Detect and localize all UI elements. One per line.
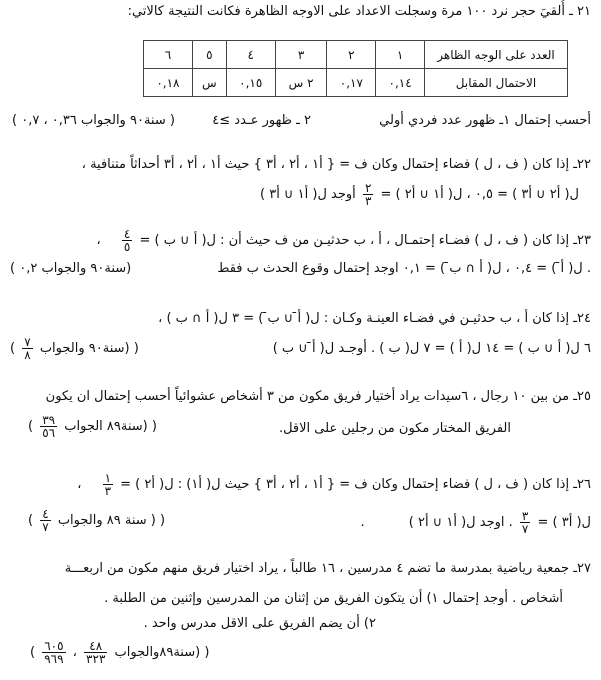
table-cell: ٣ [275,41,327,69]
fraction-numerator: ١ [104,471,112,485]
q22-line2 [260,182,579,207]
q21-answer: ( سنة٩٠ والجواب ٠,٣٦ ، ٠,٧ ) [12,113,175,128]
fraction-numerator: ٢ [364,181,372,195]
table-cell: ٥ [192,41,226,69]
q26-line2 [360,510,591,535]
q26-line1 [77,472,591,497]
fraction-denominator: ٨ [24,348,31,362]
table-cell: ٢ س [275,69,327,97]
paren: ( [133,341,139,356]
q25-line1: ٢٥ـ من بين ١٠ رجال ، ٦سيدات يراد أختيار فريق مكون من ٣ أشخاص عشوائياً أحسب إحتمال ان يكون [45,389,591,404]
comma: ، [96,233,101,248]
paren: ( [160,513,166,528]
q26-answer [28,508,165,533]
q26-line2b: . اوجد ل( أ١ ∪ أ٢ ) [408,515,513,530]
answer-label: (سنة٩٠ والجواب [39,341,130,356]
fraction-denominator: ٧ [521,522,529,536]
table-cell: ١ [376,41,425,69]
fraction [42,640,65,665]
table-row [144,41,568,69]
paren: ( [151,419,157,434]
table-cell: ٠,١٨ [144,69,193,97]
q22-line2a: ل( أ٢ ∪ أ٣ ) = ٠,٥ ، ل( أ١ ∪ أ٢ ) = [380,187,579,202]
q24-answer [10,336,139,361]
dice-probability-table [143,40,568,97]
q25-answer [28,414,157,439]
fraction [363,182,373,207]
fraction-denominator: ٣٢٣ [86,652,106,666]
fraction-numerator: ٤ [42,507,49,521]
fraction-numerator: ٣٩ [42,413,56,427]
table-row [144,69,568,97]
fraction-numerator: ٤٨ [84,640,107,653]
q24-line2: ٦ ل( أ ∪ ب ) = ١٤ ل( أ ) = ٧ ل( ب ) . أوجـد ل( أ̄ ∪ ب ) [272,341,591,356]
q23-answer: (سنة٩٠ والجواب ٠,٢ ) [10,261,132,276]
fraction [520,510,530,535]
table-cell: ٠,١٤ [376,69,425,97]
paren: ) [30,645,36,660]
q27-answer [30,640,209,665]
paren: ) [10,341,16,356]
fraction-numerator: ٤ [123,227,131,241]
fraction [40,414,57,439]
fraction [84,640,107,665]
q24-line1: ٢٤ـ إذا كان أ ، ب حدثيـن في فضـاء العينـة وكـان : ل( أ̄ ∪ ب̄ ) = ٣ ل( أ ∩ ب ) ، [158,311,591,326]
table-cell: س [192,69,226,97]
fraction-numerator: ٧ [24,335,31,349]
fraction-numerator: ٦٠٥ [44,639,64,653]
comma: ، [77,477,82,492]
q27-line1: ٢٧ـ جمعية رياضية بمدرسة ما تضم ٤ مدرسين ، ١٦ طالباً ، يراد اختيار فريق منهم مكون من اربعـــة [64,561,591,576]
fraction [40,508,50,533]
q21-ask: أحسب إحتمال ١ـ ظهور عدد فردي أولي [379,113,591,128]
fraction [103,472,113,497]
q21-text: ٢١ ـ أُلقيَ حجر نرد ١٠٠ مرة وسجلت الاعداد على الاوجه الظاهرة فكانت النتيجة كالاتي: [127,4,591,19]
q25-line2: الفريق المختار مكون من رجلين على الاقل. [278,421,511,436]
q23-line1-text: ٢٣ـ إذا كان ( ف ، ل ) فضـاء إحتمـال ، أ ، ب حدثيـن من ف حيث أن : ل( أ ∪ ب ) = [139,233,591,248]
fraction-denominator: ٥ [123,240,131,254]
q22-line1: ٢٢ـ إذا كان ( ف ، ل ) فضاء إحتمال وكان ف = { أ١ ، أ٢ ، أ٣ } حيث أ١ ، أ٢ ، أ٣ أحداثاً متنافية ، [81,157,591,172]
table-cell: ٢ [327,41,376,69]
paren: ) [28,513,34,528]
q26-line1-text: ٢٦ـ إذا كان ( ف ، ل ) فضاء إحتمال وكان ف = { أ١ ، أ٢ ، أ٣ } حيث ل( أ١) : ل( أ٢ ) = [120,477,591,492]
dot: . [360,515,365,530]
row-header: الاحتمال المقابل [425,69,568,97]
q26-line2a: ل( أ٣ ) = [537,515,591,530]
q23-line2: . ل( أ̄ ) = ٠,٤ ، ل( أ ∩ ب̄ ) = ٠,١ اوجد إحتمال وقوع الحدث ب فقط [217,261,591,276]
q21-ask2: ٢ ـ ظهور عـدد ≥٤ [212,113,311,128]
fraction-denominator: ٣ [104,484,112,498]
row-header: العدد على الوجه الظاهر [425,41,568,69]
fraction-denominator: ٧ [42,520,49,534]
answer-label: (سنة٨٩والجواب [114,645,201,660]
fraction [122,228,132,253]
paren: ) [28,419,34,434]
fraction-denominator: ٣ [364,194,372,208]
q23-line1 [97,228,591,253]
fraction [22,336,32,361]
table-cell: ٠,١٥ [226,69,275,97]
table-cell: ٠,١٧ [327,69,376,97]
answer-label: ( سنة ٨٩ والجواب [57,513,156,528]
table-cell: ٦ [144,41,193,69]
q22-line2b: أوجد ل( أ١ ∪ أ٣ ) [260,187,356,202]
q27-line2: أشخاص . أوجد إحتمال ١) أن يتكون الفريق من إثنان من المدرسين وإثنين من الطلبة . [104,591,563,606]
fraction-denominator: ٩٦٩ [44,652,64,666]
comma: ، [72,645,77,660]
q27-line3: ٢) أن يضم الفريق على الاقل مدرس واحد . [143,616,376,631]
table-cell: ٤ [226,41,275,69]
fraction-denominator: ٥٦ [42,426,56,440]
fraction-numerator: ٣ [521,509,529,523]
paren: ( [204,645,210,660]
answer-label: (سنة٨٩ الجواب [64,419,148,434]
